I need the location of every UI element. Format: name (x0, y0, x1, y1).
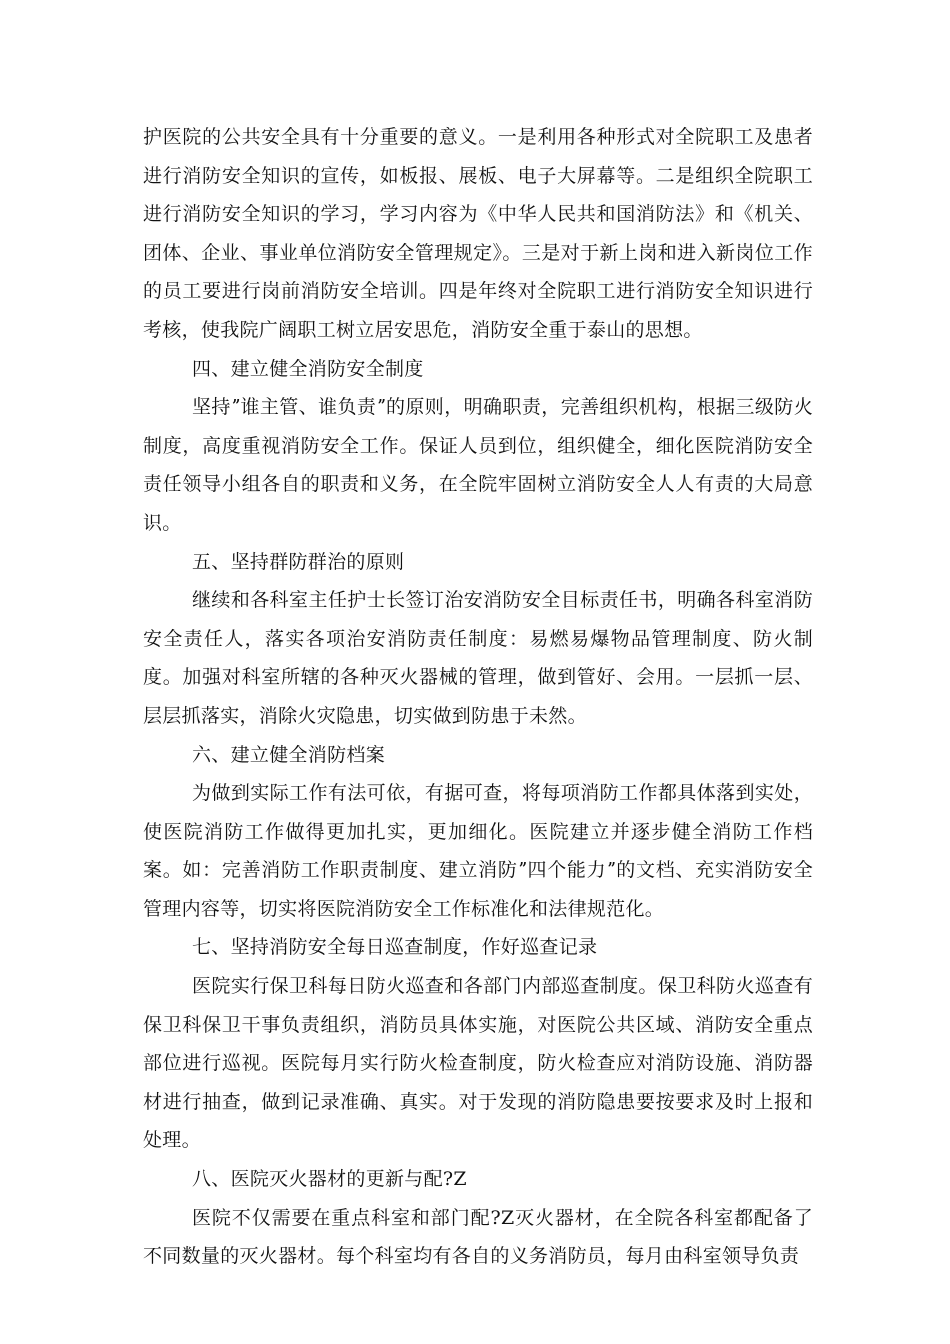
section-heading-8: 八、医院灭火器材的更新与配?Z (192, 1168, 467, 1191)
document-body (143, 118, 813, 1276)
paragraph-section-6: 为做到实际工作有法可依，有据可查，将每项消防工作都具体落到实处，使医院消防工作做得更加扎实，更加细化。医院建立并逐步健全消防工作档案。如：完善消防工作职责制度、建立消防ˮ四个能力ˮ的文档、充实消防安全管理内容等，切实将医院消防安全工作标准化和法律规范化。 (143, 782, 813, 920)
paragraph-section-8: 医院不仅需要在重点科室和部门配?Z灭火器材，在全院各科室都配备了不同数量的灭火器材。每个科室均有各自的义务消防员，每月由科室领导负责 (143, 1206, 813, 1268)
paragraph-section-7: 医院实行保卫科每日防火巡查和各部门内部巡查制度。保卫科防火巡查有保卫科保卫干事负责组织，消防员具体实施，对医院公共区域、消防安全重点部位进行巡视。医院每月实行防火检查制度，防火检查应对消防设施、消防器材进行抽查，做到记录准确、真实。对于发现的消防隐患要按要求及时上报和处理。 (143, 975, 813, 1152)
section-heading-5: 五、坚持群防群治的原则 (192, 550, 405, 573)
paragraph-intro: 护医院的公共安全具有十分重要的意义。一是利用各种形式对全院职工及患者进行消防安全知识的宣传，如板报、展板、电子大屏幕等。二是组织全院职工进行消防安全知识的学习，学习内容为《中华人民共和国消防法》和《机关、团体、企业、事业单位消防安全管理规定》。三是对于新上岗和进入新岗位工作的员工要进行岗前消防安全培训。四是年终对全院职工进行消防安全知识进行考核，使我院广阔职工树立居安思危，消防安全重于泰山的思想。 (143, 126, 813, 341)
section-heading-4: 四、建立健全消防安全制度 (192, 357, 424, 380)
paragraph-section-4: 坚持ˮ谁主管、谁负责ˮ的原则，明确职责，完善组织机构，根据三级防火制度，高度重视消防安全工作。保证人员到位，组织健全，细化医院消防安全责任领导小组各自的职责和义务，在全院牢固树立消防安全人人有责的大局意识。 (143, 396, 813, 534)
section-heading-7: 七、坚持消防安全每日巡查制度，作好巡查记录 (192, 936, 598, 959)
paragraph-section-5: 继续和各科室主任护士长签订治安消防安全目标责任书，明确各科室消防安全责任人，落实各项治安消防责任制度：易燃易爆物品管理制度、防火制度。加强对科室所辖的各种灭火器械的管理，做到管好、会用。一层抓一层、层层抓落实，消除火灾隐患，切实做到防患于未然。 (143, 589, 813, 727)
section-heading-6: 六、建立健全消防档案 (192, 743, 386, 766)
